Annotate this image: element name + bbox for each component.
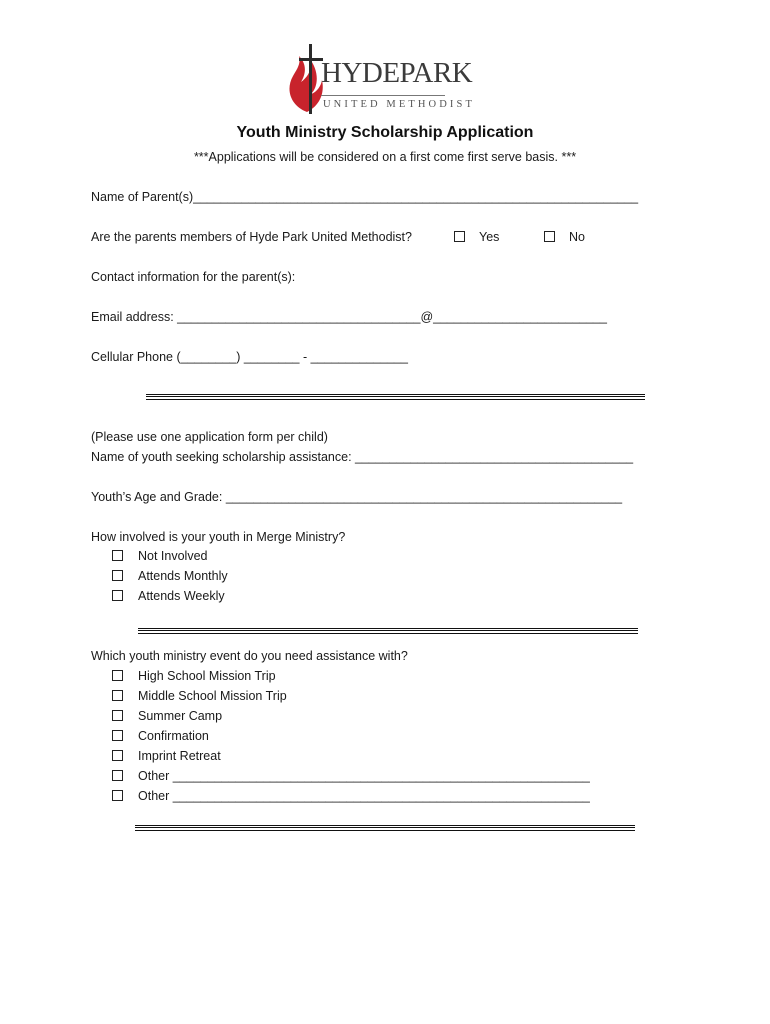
logo-wordmark: HYDEPARK <box>321 57 473 89</box>
option-label[interactable]: Other ____________________________________________________________ <box>138 789 590 803</box>
involvement-option[interactable] <box>112 568 228 584</box>
youth-name-field[interactable]: Name of youth seeking scholarship assistance: ________________________________________ <box>91 450 634 464</box>
form-title: Youth Ministry Scholarship Application <box>236 124 534 141</box>
checkbox[interactable] <box>112 710 123 721</box>
option-label[interactable]: Other ____________________________________________________________ <box>138 769 590 783</box>
event-option[interactable] <box>112 748 221 764</box>
form-subtitle: ***Applications will be considered on a first come first serve basis. *** <box>193 150 577 164</box>
checkbox[interactable] <box>112 730 123 741</box>
checkbox[interactable] <box>112 750 123 761</box>
church-logo <box>287 42 475 118</box>
involvement-question: How involved is your youth in Merge Ministry? <box>91 530 346 544</box>
event-option[interactable] <box>112 688 287 704</box>
checkbox[interactable] <box>112 770 123 781</box>
youth-age-grade-field[interactable]: Youth’s Age and Grade: _________________________________________________________ <box>91 490 623 504</box>
logo-subtitle: UNITED METHODIST <box>323 99 475 110</box>
option-label: Attends Weekly <box>138 589 225 603</box>
logo-divider <box>321 95 445 96</box>
checkbox[interactable] <box>112 670 123 681</box>
involvement-option[interactable] <box>112 548 207 564</box>
event-option[interactable] <box>112 728 209 744</box>
section-divider-2 <box>138 628 638 634</box>
option-label: Imprint Retreat <box>138 749 221 763</box>
event-option-other[interactable] <box>112 768 590 784</box>
checkbox[interactable] <box>112 570 123 581</box>
checkbox[interactable] <box>112 790 123 801</box>
membership-no-option[interactable] <box>544 229 585 245</box>
yes-label: Yes <box>479 230 500 244</box>
event-question: Which youth ministry event do you need assistance with? <box>91 649 408 663</box>
event-option[interactable] <box>112 708 222 724</box>
no-label: No <box>569 230 585 244</box>
email-field[interactable]: Email address: ___________________________________@_________________________ <box>91 310 607 324</box>
section-divider-1 <box>146 394 645 400</box>
no-checkbox[interactable] <box>544 231 555 242</box>
checkbox[interactable] <box>112 550 123 561</box>
one-form-note: (Please use one application form per child) <box>91 430 328 444</box>
option-label: High School Mission Trip <box>138 669 276 683</box>
phone-field[interactable]: Cellular Phone (________) ________ - ______________ <box>91 350 408 364</box>
parent-name-field[interactable]: Name of Parent(s)________________________________________________________________ <box>91 190 639 204</box>
membership-question: Are the parents members of Hyde Park United Methodist? <box>91 230 412 244</box>
option-label: Attends Monthly <box>138 569 228 583</box>
event-option[interactable] <box>112 668 276 684</box>
event-option-other[interactable] <box>112 788 590 804</box>
checkbox[interactable] <box>112 690 123 701</box>
option-label: Not Involved <box>138 549 208 563</box>
section-divider-3 <box>135 825 635 831</box>
option-label: Confirmation <box>138 729 209 743</box>
yes-checkbox[interactable] <box>454 231 465 242</box>
involvement-option[interactable] <box>112 588 225 604</box>
checkbox[interactable] <box>112 590 123 601</box>
membership-yes-option[interactable] <box>454 229 499 245</box>
option-label: Middle School Mission Trip <box>138 689 287 703</box>
contact-heading: Contact information for the parent(s): <box>91 270 296 284</box>
option-label: Summer Camp <box>138 709 223 723</box>
